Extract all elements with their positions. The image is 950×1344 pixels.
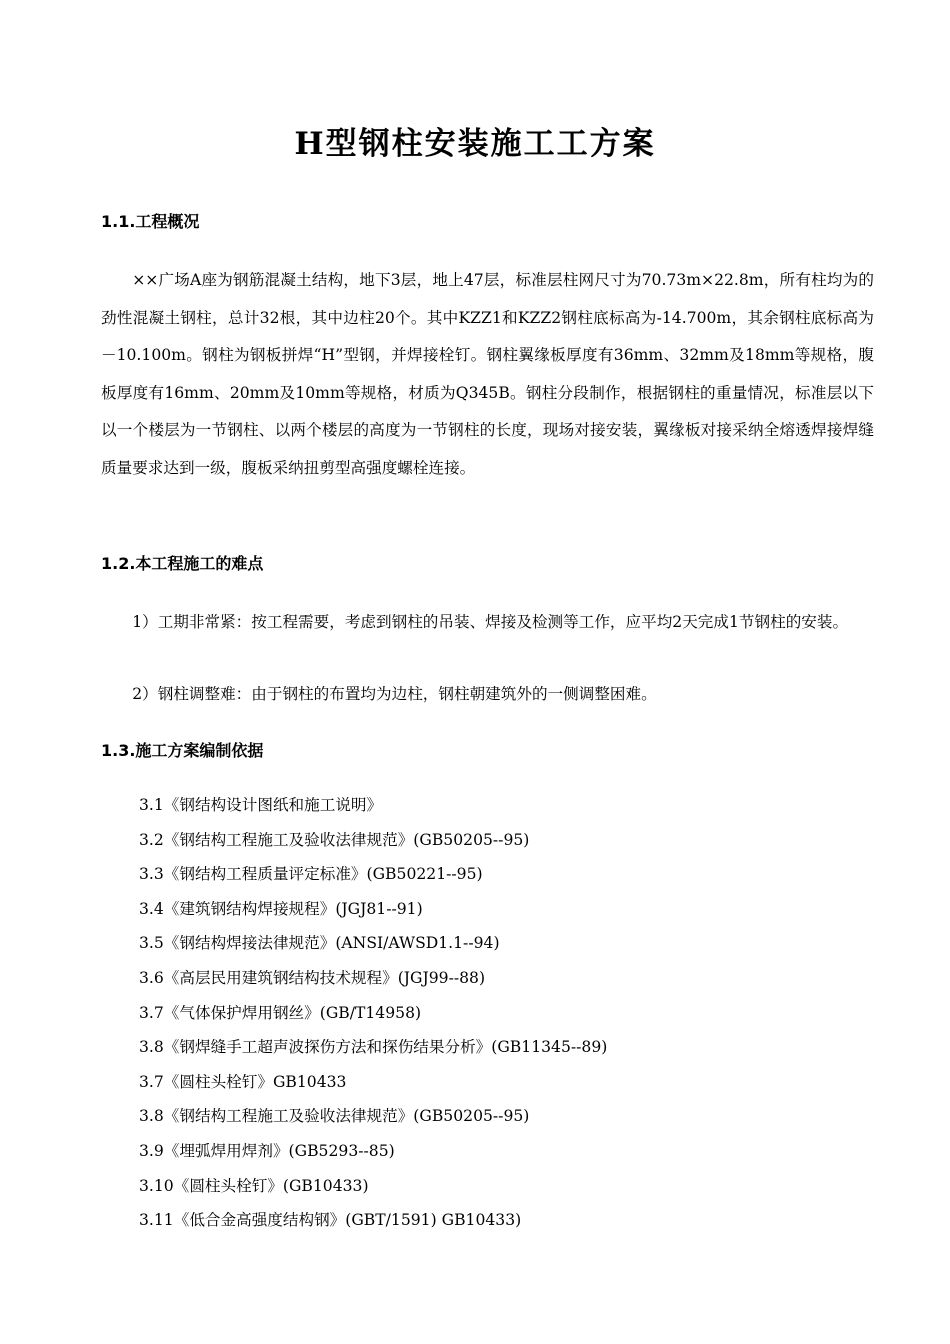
difficulty-item: 2）钢柱调整难：由于钢柱的布置均为边柱，钢柱朝建筑外的一侧调整困难。 bbox=[132, 685, 657, 703]
section-heading-difficulties: 1.2.本工程施工的难点 bbox=[101, 554, 264, 573]
reference-item: 3.3《钢结构工程质量评定标准》(GB50221--95) bbox=[139, 865, 483, 884]
section-heading-basis: 1.3.施工方案编制依据 bbox=[101, 741, 264, 760]
reference-item: 3.5《钢结构焊接法律规范》(ANSI/AWSD1.1--94) bbox=[139, 934, 500, 953]
reference-item: 3.1《钢结构设计图纸和施工说明》 bbox=[139, 796, 383, 814]
reference-item: 3.8《钢焊缝手工超声波探伤方法和探伤结果分析》(GB11345--89) bbox=[139, 1038, 608, 1057]
reference-item: 3.7《气体保护焊用钢丝》(GB/T14958) bbox=[139, 1003, 422, 1022]
reference-item: 3.2《钢结构工程施工及验收法律规范》(GB50205--95) bbox=[139, 830, 530, 849]
section-heading-overview: 1.1.工程概况 bbox=[101, 212, 200, 231]
overview-paragraph: ××广场A座为钢筋混凝土结构，地下3层，地上47层，标准层柱网尺寸为70.73m×22.8m，所有柱均为的劲性混凝土钢柱，总计32根，其中边柱20个。其中KZZ1和KZZ2钢柱底标高为-14.700m，其余钢柱底标高为－10.100m。钢柱为钢板拼焊“H”型钢，并焊接栓钉。钢柱翼缘板厚度有36mm、32mm及18mm等规格，腹板厚度有16mm、20mm及10mm等规格，材质为Q345B。钢柱分段制作，根据钢柱的重量情况，标准层以下以一个楼层为一节钢柱、以两个楼层的高度为一节钢柱的长度，现场对接安装，翼缘板对接采纳全熔透焊接焊缝质量要求达到一级，腹板采纳扭剪型高强度螺栓连接。 bbox=[101, 271, 874, 477]
difficulty-item: 1）工期非常紧：按工程需要，考虑到钢柱的吊装、焊接及检测等工作，应平均2天完成1节钢柱的安装。 bbox=[132, 613, 849, 631]
document-title: H型钢柱安装施工工方案 bbox=[294, 126, 656, 162]
reference-item: 3.9《埋弧焊用焊剂》(GB5293--85) bbox=[139, 1141, 395, 1160]
reference-item: 3.7《圆柱头栓钉》GB10433 bbox=[139, 1072, 347, 1091]
reference-item: 3.11《低合金高强度结构钢》(GBT/1591) GB10433) bbox=[139, 1211, 522, 1230]
reference-item: 3.10《圆柱头栓钉》(GB10433) bbox=[139, 1176, 369, 1195]
reference-list bbox=[139, 792, 607, 1242]
reference-item: 3.6《高层民用建筑钢结构技术规程》(JGJ99--88) bbox=[139, 968, 486, 987]
reference-item: 3.8《钢结构工程施工及验收法律规范》(GB50205--95) bbox=[139, 1107, 530, 1126]
reference-item: 3.4《建筑钢结构焊接规程》(JGJ81--91) bbox=[139, 899, 423, 918]
